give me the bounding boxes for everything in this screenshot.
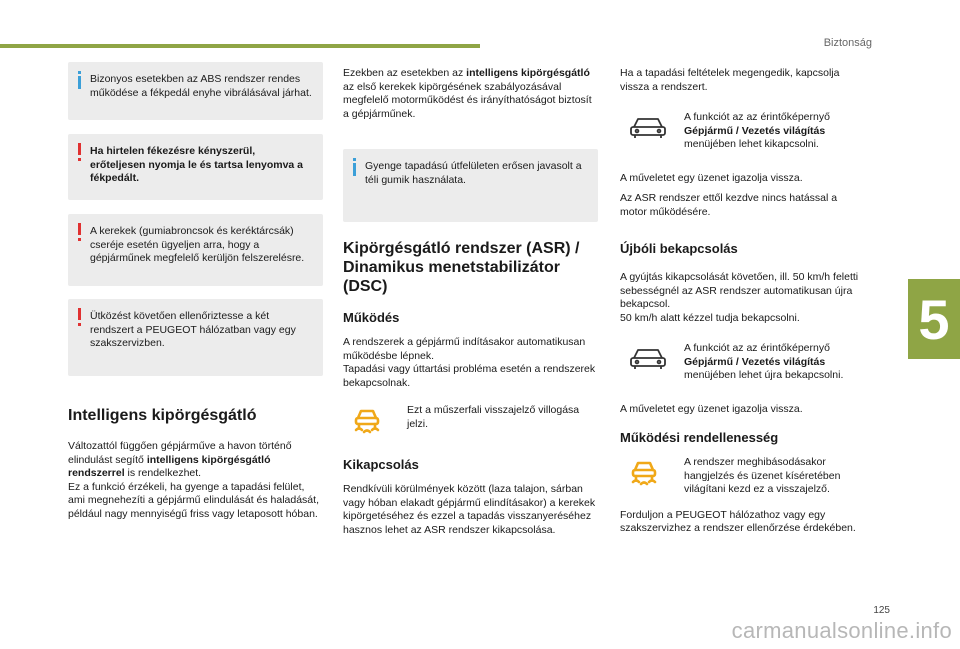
subheading-operation: Működés [343,310,400,325]
subheading-malfunction: Működési rendellenesség [620,430,779,445]
section-heading-intelligent-traction: Intelligens kipörgésgátló [68,407,257,424]
paragraph: A rendszerek a gépjármű indításakor automatikusan működésbe lépnek. [343,336,586,362]
text-run: menüjében lehet kikapcsolni. [684,138,819,150]
info-box-text: Gyenge tapadású útfelületen erősen javasolt a téli gumik használata. [365,160,582,186]
touchscreen-row [620,111,860,152]
text-run-bold: intelligens kipörgésgátló rendszerrel [68,453,271,479]
warning-box-wheels [68,214,323,286]
warning-box-braking [68,134,323,200]
text-run: Változattól függően gépjárműve a havon történő elindulást segítő [68,440,292,466]
info-box-text: Bizonyos esetekben az ABS rendszer rendes működése a fékpedál enyhe vibrálásával járhat. [90,73,312,99]
paragraph: 50 km/h alatt kézzel tudja bekapcsolni. [620,311,800,324]
paragraph: A műveletet egy üzenet igazolja vissza. [620,402,803,415]
warning-box-text: Ha hirtelen fékezésre kényszerül, erőteljesen nyomja le és tartsa lenyomva a fékpedált. [90,145,304,184]
watermark: carmanualsonline.info [731,618,952,643]
indicator-row [343,404,598,434]
column-1 [68,62,323,521]
section-title: Biztonság [823,37,872,49]
warning-box-collision [68,299,323,376]
section-heading-asr-dsc: Kipörgésgátló rendszer (ASR) / Dinamikus menetstabilizátor (DSC) [343,240,580,295]
chapter-tab[interactable]: 5 [908,279,960,359]
touchscreen-text [684,342,860,383]
warning-box-text: Ütközést követően ellenőriztesse a két rendszert a PEUGEOT hálózatban vagy egy szakszervizben. [90,310,296,349]
subheading-deactivation: Kikapcsolás [343,457,419,472]
asr-warning-light-icon [626,456,672,486]
info-icon [352,158,358,176]
paragraph: Ha a tapadási feltételek megengedik, kapcsolja vissza a rendszert. [620,67,840,93]
indicator-text: Ezt a műszerfali visszajelző villogása jelzi. [407,404,580,430]
warning-box-text: A kerekek (gumiabroncsok és keréktárcsák) cseréje esetén ügyeljen arra, hogy a gépjárműnek megfelelő kerüljön felszerelésre. [90,225,305,264]
text-run: Ezekben az esetekben az [343,67,467,79]
warning-icon [77,223,83,241]
text-run-bold: intelligens kipörgésgátló [466,67,590,79]
touchscreen-row [620,342,860,383]
text-run-bold: Gépjármű / Vezetés világítás [684,355,826,368]
paragraph: Az ASR rendszer ettől kezdve nincs hatással a motor működésére. [620,192,838,218]
paragraph [343,67,598,121]
info-icon [77,71,83,89]
text-run: menüjében lehet újra bekapcsolni. [684,369,844,381]
touchscreen-text [684,111,860,152]
warning-icon [77,308,83,326]
info-box-winter-tyres [343,149,598,222]
info-box-abs [68,62,323,120]
malfunction-text: A rendszer meghibásodásakor hangjelzés és üzenet kíséretében világítani kezd ez a visszajelző. [684,456,841,495]
text-run: A funkciót az az érintőképernyő [684,111,830,123]
text-run-bold: Gépjármű / Vezetés világítás [684,124,826,137]
paragraph: Tapadási vagy úttartási probléma esetén a rendszerek bekapcsolnak. [343,363,596,389]
paragraph: A gyújtás kikapcsolását követően, ill. 50 km/h feletti sebességnél az ASR rendszer automatikusan újra bekapcsol. [620,271,859,310]
malfunction-row [620,456,860,497]
column-3 [620,62,860,536]
warning-icon [77,143,83,161]
asr-warning-light-icon [349,404,395,434]
column-2 [343,62,598,537]
page-number: 125 [873,605,890,616]
paragraph [68,440,323,481]
car-outline-icon [626,111,672,141]
text-run: az első kerekek kipörgésének szabályozásával megfelelő motorműködést és irányíthatóságot biztosít a gépjárműnek. [343,80,592,120]
text-run: A funkciót az az érintőképernyő [684,342,830,354]
header-accent-bar [0,44,480,48]
text-run: is rendelkezhet. [124,467,202,479]
paragraph: Rendkívüli körülmények között (laza talajon, sárban vagy hóban elakadt gépjármű elindításakor) a kerekek kipörgetéséhez és ezzel a tapadás visszanyeréséhez hasznos lehet az ASR rendszer kikapcsolása. [343,483,596,536]
car-outline-icon [626,342,672,372]
paragraph: A műveletet egy üzenet igazolja vissza. [620,171,803,184]
paragraph: Forduljon a PEUGEOT hálózathoz vagy egy szakszervizhez a rendszer ellenőrzése érdekében. [620,508,856,534]
paragraph: Ez a funkció érzékeli, ha gyenge a tapadási felület, ami megnehezíti a gépjármű elindulását és haladását, például nagy mennyiségű friss vagy letaposott hóban. [68,480,319,520]
subheading-reactivation: Újbóli bekapcsolás [620,241,738,256]
